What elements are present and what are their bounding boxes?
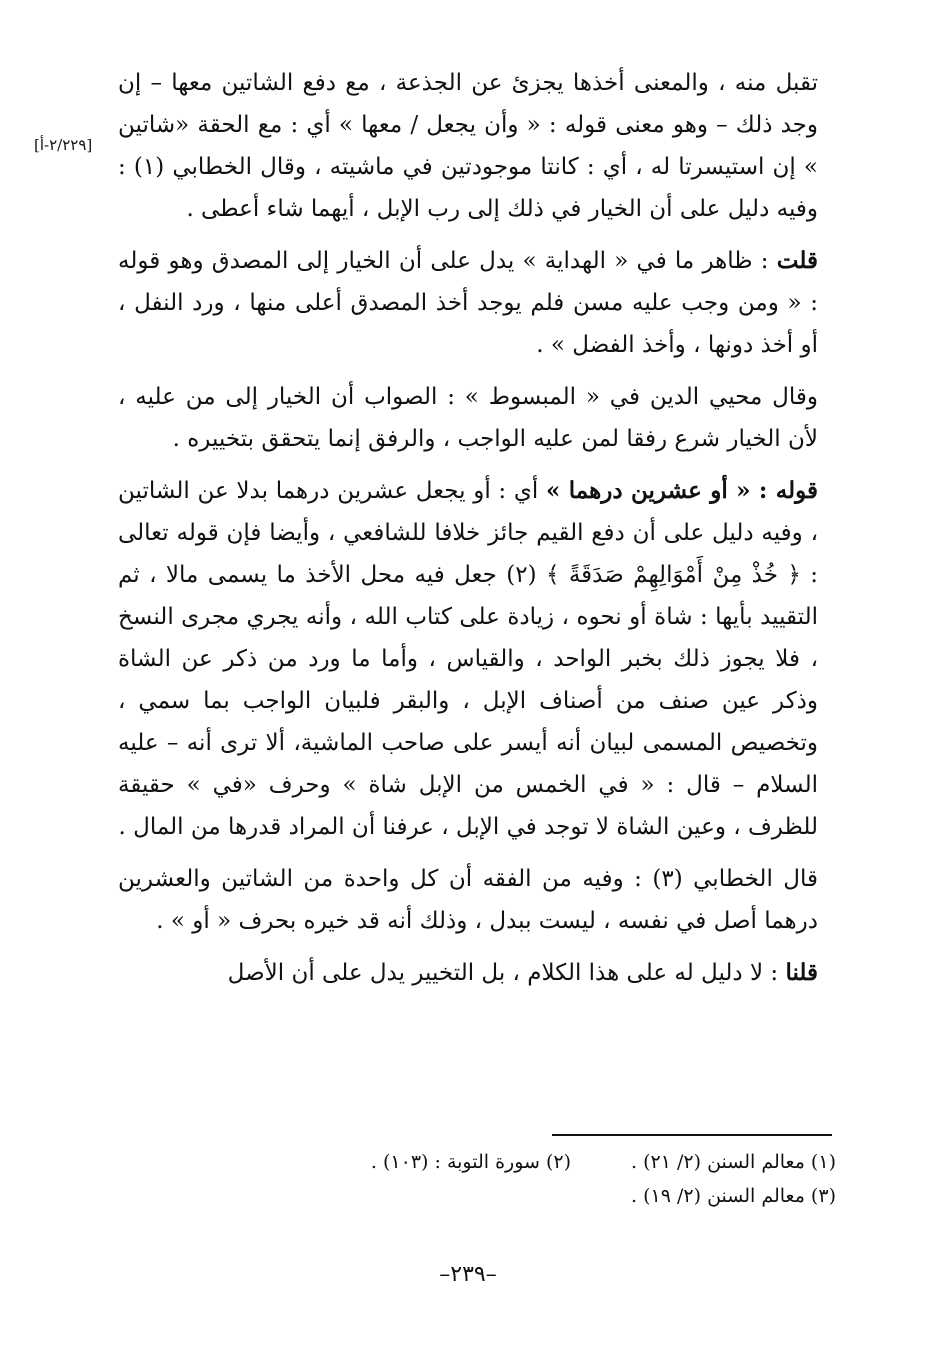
paragraph-2-text: : ظاهر ما في « الهداية » يدل على أن الخيار إلى المصدق وهو قوله : « ومن وجب عليه مسن فلم يوجد أخذ المصدق أعلى منها ، ورد النفل ، أو أخذ دونها ، وأخذ الفضل » .	[118, 248, 818, 358]
footnote-3: (٣) معالم السنن (٢/ ١٩) .	[631, 1185, 836, 1207]
paragraph-4	[118, 470, 818, 848]
paragraph-2-lead: قلت	[776, 247, 818, 274]
paragraph-4-lead: قوله : « أو عشرين درهما »	[546, 477, 818, 504]
page-number: –٢٣٩–	[439, 1262, 497, 1287]
paragraph-3	[118, 376, 818, 460]
paragraph-6	[118, 952, 818, 994]
paragraph-1-text: تقبل منه ، والمعنى أخذها يجزئ عن الجذعة ، مع دفع الشاتين معها – إن وجد ذلك – وهو معنى قوله : « وأن يجعل / معها » أي : مع الحقة «شاتين » إن استيسرتا له ، أي : كانتا موجودتين في ماشيته ، وقال الخطابي (١) : وفيه دليل على أن الخيار في ذلك إلى رب الإبل ، أيهما شاء أعطى .	[118, 70, 818, 222]
footnote-row-1	[300, 1145, 836, 1179]
paragraph-5	[118, 858, 818, 942]
paragraph-4-text: أي : أو يجعل عشرين درهما بدلا عن الشاتين ، وفيه دليل على أن دفع القيم جائز خلافا للشافعي ، وأيضا فإن قوله تعالى : ﴿ خُذْ مِنْ أَمْوَالِهِمْ صَدَقَةً ﴾ (٢) جعل فيه محل الأخذ ما يسمى مالا ، ثم التقييد بأيها : شاة أو نحوه ، زيادة على كتاب الله ، وأنه يجري مجرى النسخ ، فلا يجوز ذلك بخبر الواحد ، والقياس ، وأما ما ورد من ذكر عن الشاة وذكر عين صنف من أصناف الإبل ، والبقر فلبيان الواجب بما سمي ، وتخصيص المسمى لبيان أنه أيسر على صاحب الماشية، ألا ترى أنه – عليه السلام – قال : « في الخمس من الإبل شاة » وحرف «في » حقيقة للظرف ، وعين الشاة لا توجد في الإبل ، عرفنا أن المراد قدرها من المال .	[118, 478, 818, 840]
paragraph-5-text: قال الخطابي (٣) : وفيه من الفقه أن كل واحدة من الشاتين والعشرين درهما أصل في نفسه ، ليست ببدل ، وذلك أنه قد خيره بحرف « أو » .	[118, 866, 819, 934]
footnote-2: (٢) سورة التوبة : (١٠٣) .	[370, 1151, 572, 1173]
paragraph-2	[118, 240, 818, 366]
paragraph-3-text: وقال محيي الدين في « المبسوط » : الصواب أن الخيار إلى من عليه ، لأن الخيار شرع رفقا لمن عليه الواجب ، والرفق إنما يتحقق بتخييره .	[118, 384, 818, 452]
paragraph-6-text: : لا دليل له على هذا الكلام ، بل التخيير يدل على أن الأصل	[227, 960, 779, 986]
footnotes	[300, 1145, 836, 1213]
paragraph-6-lead: قلنا	[785, 959, 818, 986]
paragraph-1	[118, 62, 818, 230]
margin-folio-reference: [٢/٢٢٩-أ]	[34, 136, 93, 154]
footnote-row-2	[300, 1179, 836, 1213]
footnote-1: (١) معالم السنن (٢/ ٢١) .	[631, 1151, 836, 1173]
footnote-separator	[552, 1134, 832, 1136]
main-text-block	[118, 62, 818, 1004]
